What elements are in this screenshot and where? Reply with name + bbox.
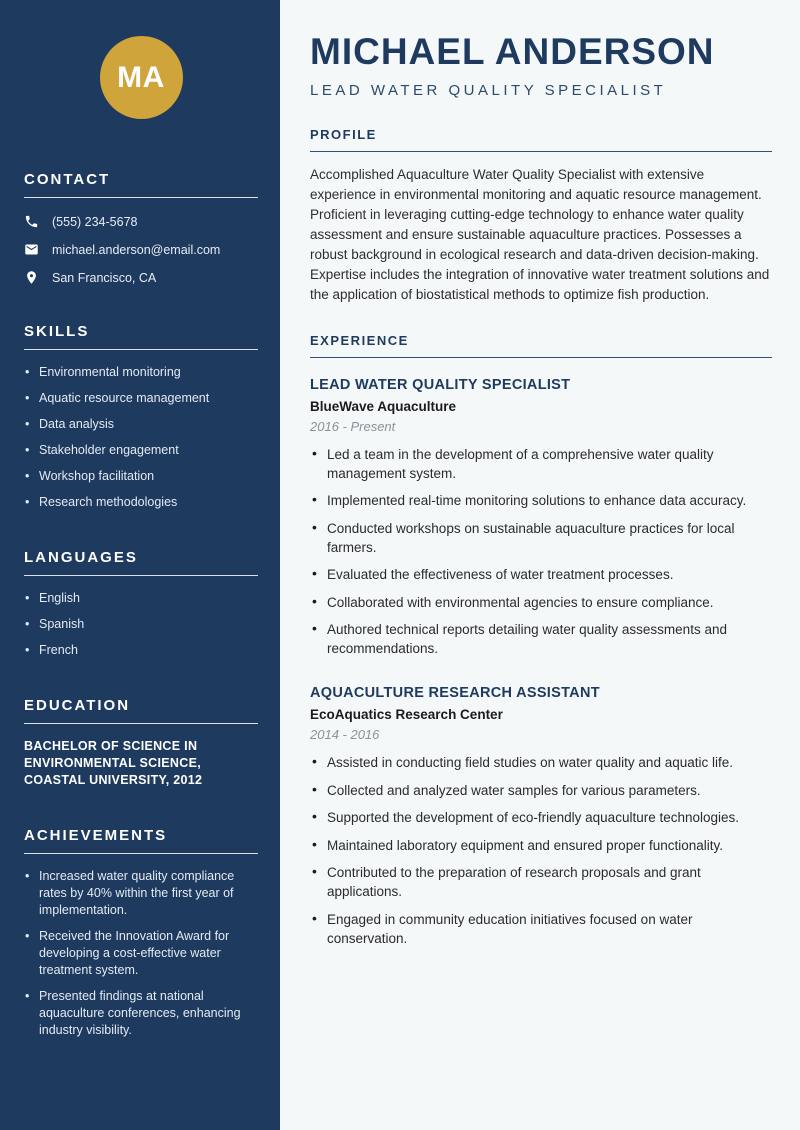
skill-item: • Workshop facilitation: [24, 468, 258, 485]
phone-icon: [24, 214, 39, 229]
contact-location-row: [24, 270, 258, 285]
achievement-item: • Presented findings at national aquaculture conferences, enhancing industry visibility.: [24, 988, 258, 1039]
job-dates: 2014 - 2016: [310, 727, 380, 743]
achievements-heading: ACHIEVEMENTS: [24, 827, 168, 844]
contact-section: [24, 171, 258, 285]
job-bullet: • Maintained laboratory equipment and ensured proper functionality.: [310, 836, 772, 855]
contact-location-text: San Francisco, CA: [52, 270, 157, 285]
contact-phone-text: (555) 234-5678: [52, 214, 138, 229]
skill-item: • Stakeholder engagement: [24, 442, 258, 459]
job-company: EcoAquatics Research Center: [310, 707, 503, 723]
contact-phone-row: [24, 214, 258, 229]
avatar-container: [24, 36, 258, 119]
job-bullet-list: [310, 445, 772, 659]
job-bullet: • Supported the development of eco-friendly aquaculture technologies.: [310, 808, 772, 827]
job-bullet: • Led a team in the development of a comprehensive water quality management system.: [310, 445, 772, 483]
contact-email-row: [24, 242, 258, 257]
skills-list: [24, 364, 258, 511]
achievements-section: [24, 827, 258, 1039]
job-title: AQUACULTURE RESEARCH ASSISTANT: [310, 685, 600, 702]
skill-item: • Data analysis: [24, 416, 258, 433]
contact-heading: CONTACT: [24, 171, 111, 188]
job-bullet: • Implemented real-time monitoring solutions to enhance data accuracy.: [310, 491, 772, 510]
languages-list: [24, 590, 258, 659]
section-divider: [24, 853, 258, 854]
job-entry: [310, 377, 772, 659]
job-bullet-list: [310, 753, 772, 948]
experience-heading: EXPERIENCE: [310, 333, 772, 358]
achievement-item: • Increased water quality compliance rates by 40% within the first year of implementation.: [24, 868, 258, 919]
job-bullet: • Collaborated with environmental agencies to ensure compliance.: [310, 593, 772, 612]
job-dates: 2016 - Present: [310, 418, 396, 434]
job-bullet: • Authored technical reports detailing water quality assessments and recommendations.: [310, 620, 772, 658]
avatar-initials: MA: [117, 60, 165, 94]
job-bullet: • Contributed to the preparation of research proposals and grant applications.: [310, 863, 772, 901]
section-divider: [24, 197, 258, 198]
sidebar: [0, 0, 280, 1130]
job-entry: [310, 685, 772, 948]
achievements-list: [24, 868, 258, 1039]
skill-item: • Environmental monitoring: [24, 364, 258, 381]
skill-item: • Aquatic resource management: [24, 390, 258, 407]
education-degree: BACHELOR OF SCIENCE IN ENVIRONMENTAL SCIENCE, COASTAL UNIVERSITY, 2012: [24, 739, 203, 787]
job-bullet: • Conducted workshops on sustainable aquaculture practices for local farmers.: [310, 519, 772, 557]
education-heading: EDUCATION: [24, 697, 131, 714]
contact-list: [24, 214, 258, 285]
contact-email-text: michael.anderson@email.com: [52, 242, 221, 257]
section-divider: [24, 575, 258, 576]
profile-text: Accomplished Aquaculture Water Quality Specialist with extensive experience in environmental monitoring and aquatic resource management. Proficient in leveraging cutting-edge technology to enhance water quality assessment and ensure sustainable aquaculture practices. Possesses a robust background in ecological research and data-driven decision-making. Expertise includes the integration of innovative water treatment solutions and the application of biostatistical methods to optimize fish production.: [310, 166, 770, 302]
language-item: • French: [24, 642, 258, 659]
experience-section: [310, 333, 772, 948]
skills-section: [24, 323, 258, 511]
section-divider: [24, 349, 258, 350]
skills-heading: SKILLS: [24, 323, 90, 340]
achievement-item: • Received the Innovation Award for developing a cost-effective water treatment system.: [24, 928, 258, 979]
languages-section: [24, 549, 258, 659]
profile-section: [310, 127, 772, 305]
education-section: [24, 697, 258, 789]
location-icon: [24, 270, 39, 285]
job-bullet: • Evaluated the effectiveness of water treatment processes.: [310, 565, 772, 584]
person-title: LEAD WATER QUALITY SPECIALIST: [310, 81, 667, 99]
language-item: • Spanish: [24, 616, 258, 633]
profile-heading: PROFILE: [310, 127, 772, 152]
person-name: MICHAEL ANDERSON: [310, 31, 715, 72]
section-divider: [24, 723, 258, 724]
job-bullet: • Engaged in community education initiatives focused on water conservation.: [310, 910, 772, 948]
job-title: LEAD WATER QUALITY SPECIALIST: [310, 376, 571, 393]
language-item: • English: [24, 590, 258, 607]
skill-item: • Research methodologies: [24, 494, 258, 511]
job-bullet: • Assisted in conducting field studies on water quality and aquatic life.: [310, 753, 772, 772]
avatar: [100, 36, 183, 119]
languages-heading: LANGUAGES: [24, 549, 138, 566]
email-icon: [24, 242, 39, 257]
job-bullet: • Collected and analyzed water samples for various parameters.: [310, 781, 772, 800]
job-company: BlueWave Aquaculture: [310, 398, 457, 414]
main-content: [280, 0, 800, 1130]
